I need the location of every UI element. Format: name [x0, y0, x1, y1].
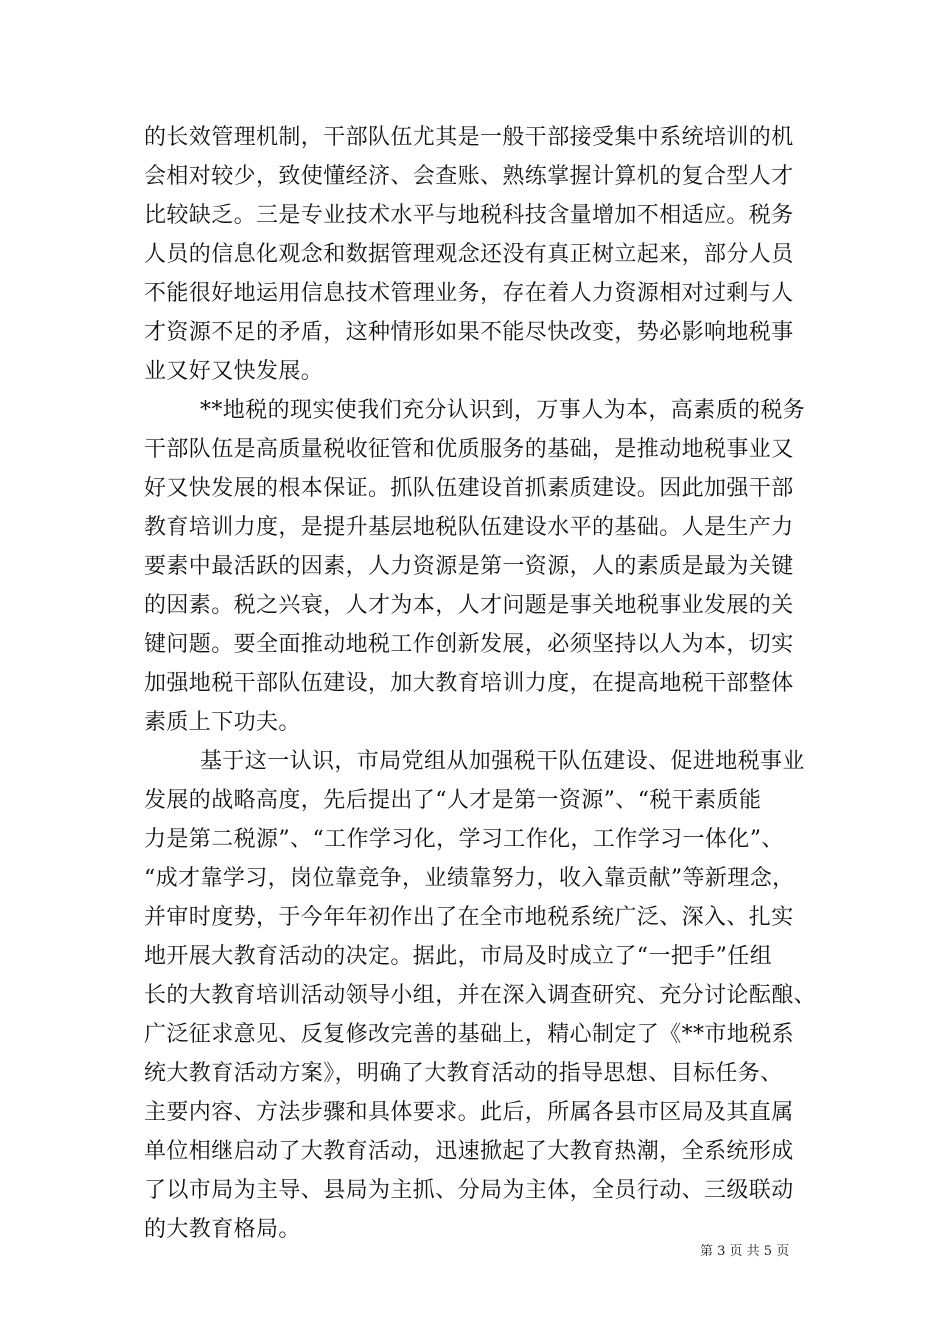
text-line: 干部队伍是高质量税收征管和优质服务的基础，是推动地税事业又: [144, 437, 794, 462]
document-body: [144, 118, 828, 1249]
text-line: 力是第二税源”、“工作学习化，学习工作化，工作学习一体化”、: [144, 827, 784, 852]
paragraph-1: [144, 118, 828, 391]
text-line: 并审时度势，于今年年初作出了在全市地税系统广泛、深入、扎实: [144, 905, 794, 930]
text-line: 比较缺乏。三是专业技术水平与地税科技含量增加不相适应。税务: [144, 203, 794, 228]
text-line: 素质上下功夫。: [144, 710, 301, 735]
page-number-footer: 第 3 页 共 5 页: [700, 1244, 790, 1259]
text-line: 地开展大教育活动的决定。据此，市局及时成立了“一把手”任组: [144, 944, 773, 969]
text-line: 才资源不足的矛盾，这种情形如果不能尽快改变，势必影响地税事: [144, 320, 794, 345]
text-line: 好又快发展的根本保证。抓队伍建设首抓素质建设。因此加强干部: [144, 476, 794, 501]
text-line: “成才靠学习，岗位靠竞争，业绩靠努力，收入靠贡献”等新理念，: [144, 866, 795, 891]
text-line: 的因素。税之兴衰，人才为本，人才问题是事关地税事业发展的关: [144, 593, 794, 618]
text-line: 基于这一认识，市局党组从加强税干队伍建设、促进地税事业: [200, 749, 805, 774]
text-line: 加强地税干部队伍建设，加大教育培训力度，在提高地税干部整体: [144, 671, 794, 696]
text-line: 键问题。要全面推动地税工作创新发展，必须坚持以人为本，切实: [144, 632, 794, 657]
text-line: 业又好又快发展。: [144, 359, 324, 384]
text-line: 的大教育格局。: [144, 1217, 301, 1242]
text-line: 会相对较少，致使懂经济、会查账、熟练掌握计算机的复合型人才: [144, 164, 794, 189]
text-line: 发展的战略高度，先后提出了“人才是第一资源”、“税干素质能: [144, 788, 762, 813]
text-line: **地税的现实使我们充分认识到，万事人为本，高素质的税务: [200, 398, 806, 423]
paragraph-2: [144, 391, 828, 742]
text-line: 了以市局为主导、县局为主抓、分局为主体，全员行动、三级联动: [144, 1178, 794, 1203]
text-line: 长的大教育培训活动领导小组，并在深入调查研究、充分讨论酝酿、: [144, 983, 817, 1008]
text-line: 不能很好地运用信息技术管理业务，存在着人力资源相对过剩与人: [144, 281, 794, 306]
text-line: 广泛征求意见、反复修改完善的基础上，精心制定了《**市地税系: [144, 1022, 795, 1047]
paragraph-3: [144, 742, 828, 1249]
text-line: 教育培训力度，是提升基层地税队伍建设水平的基础。人是生产力: [144, 515, 794, 540]
text-line: 要素中最活跃的因素，人力资源是第一资源，人的素质是最为关键: [144, 554, 794, 579]
text-line: 统大教育活动方案》，明确了大教育活动的指导思想、目标任务、: [144, 1061, 783, 1086]
text-line: 主要内容、方法步骤和具体要求。此后，所属各县市区局及其直属: [144, 1100, 794, 1125]
text-line: 单位相继启动了大教育活动，迅速掀起了大教育热潮，全系统形成: [144, 1139, 794, 1164]
text-line: 人员的信息化观念和数据管理观念还没有真正树立起来，部分人员: [144, 242, 794, 267]
text-line: 的长效管理机制，干部队伍尤其是一般干部接受集中系统培训的机: [144, 125, 794, 150]
